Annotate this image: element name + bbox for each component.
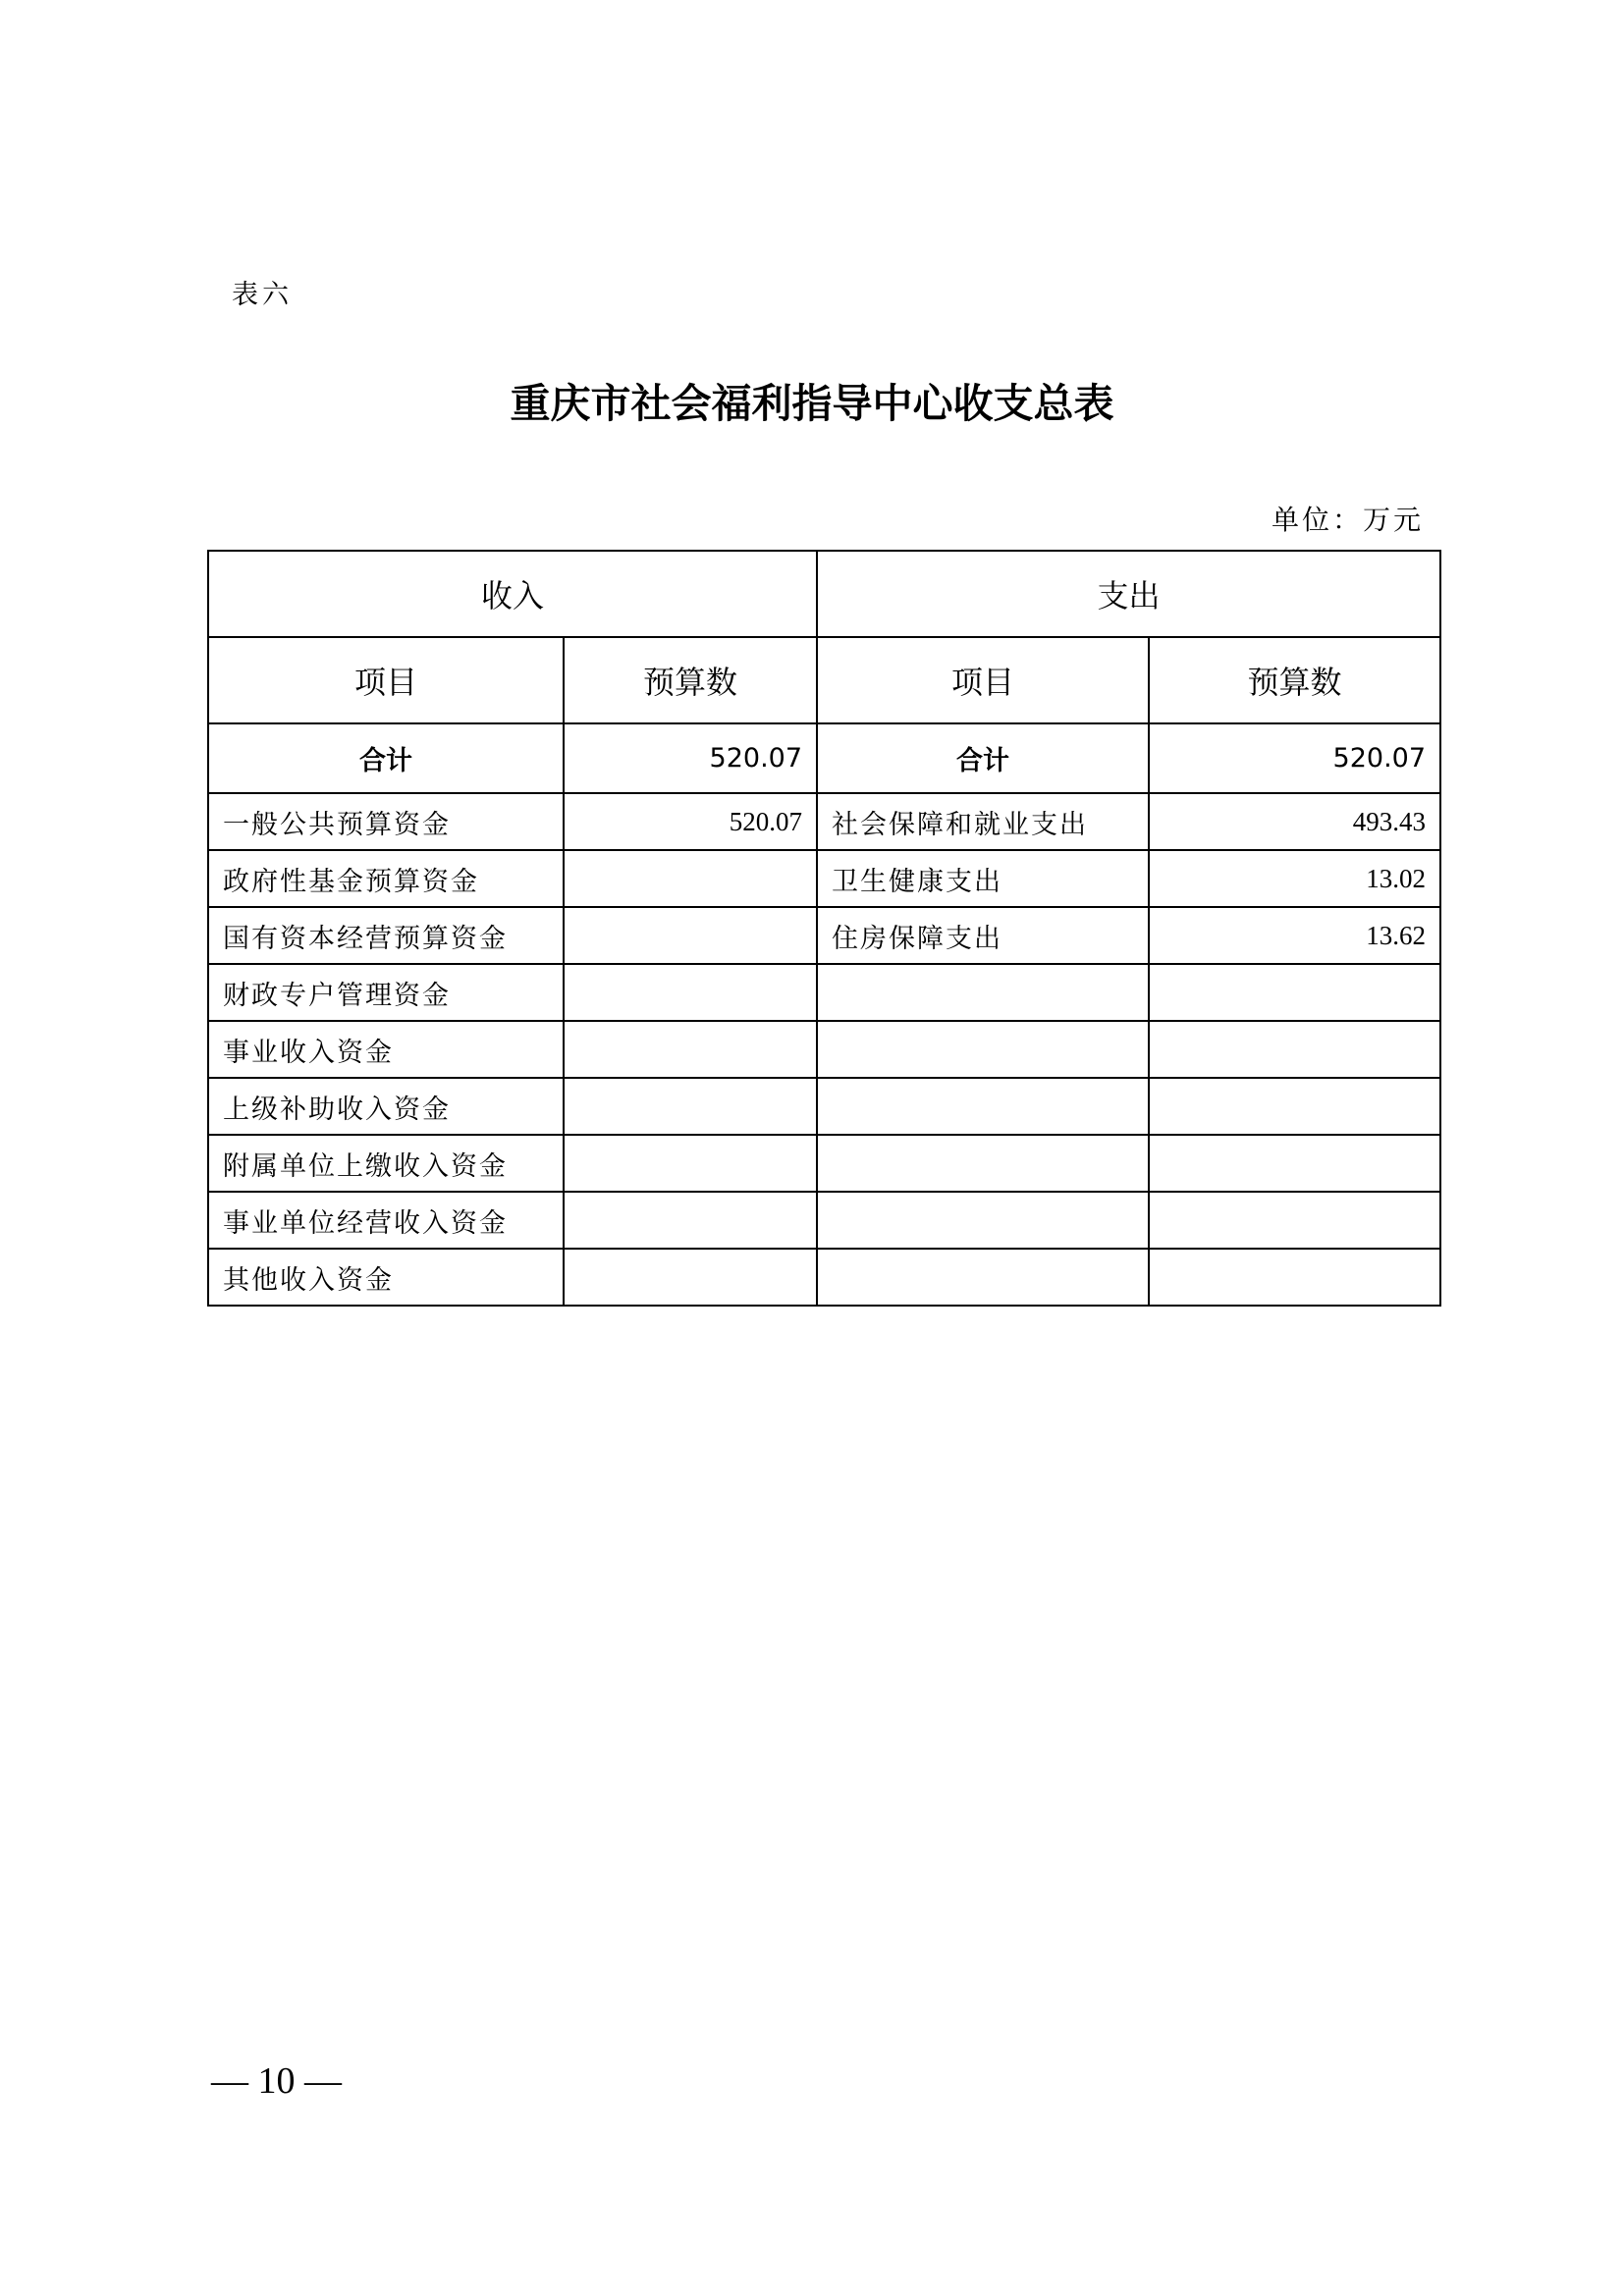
expense-total-value: 520.07 — [1149, 723, 1440, 793]
expense-item — [817, 1192, 1149, 1249]
expense-value — [1149, 1078, 1440, 1135]
income-budget-header: 预算数 — [564, 637, 817, 723]
table-row — [208, 907, 1440, 964]
page-title: 重庆市社会福利指导中心收支总表 — [510, 380, 1114, 427]
column-header-row — [208, 637, 1440, 723]
expense-item: 社会保障和就业支出 — [817, 793, 1149, 850]
expense-budget-header: 预算数 — [1149, 637, 1440, 723]
income-value — [564, 907, 817, 964]
expense-item — [817, 964, 1149, 1021]
expense-value — [1149, 1021, 1440, 1078]
income-value — [564, 1192, 817, 1249]
table-row — [208, 1078, 1440, 1135]
expense-item-header: 项目 — [817, 637, 1149, 723]
expense-item: 卫生健康支出 — [817, 850, 1149, 907]
income-value — [564, 1135, 817, 1192]
expense-item — [817, 1249, 1149, 1306]
income-item: 一般公共预算资金 — [208, 793, 564, 850]
income-total-label: 合计 — [208, 723, 564, 793]
income-item: 事业单位经营收入资金 — [208, 1192, 564, 1249]
expense-item: 住房保障支出 — [817, 907, 1149, 964]
unit-label: 单位：万元 — [1271, 504, 1424, 536]
expense-value — [1149, 1249, 1440, 1306]
income-item: 其他收入资金 — [208, 1249, 564, 1306]
income-item: 财政专户管理资金 — [208, 964, 564, 1021]
expense-value: 13.02 — [1149, 850, 1440, 907]
income-item-header: 项目 — [208, 637, 564, 723]
income-item: 政府性基金预算资金 — [208, 850, 564, 907]
income-value — [564, 1078, 817, 1135]
income-item: 附属单位上缴收入资金 — [208, 1135, 564, 1192]
table-header-row — [208, 551, 1440, 637]
expense-value: 13.62 — [1149, 907, 1440, 964]
expense-value — [1149, 1135, 1440, 1192]
expense-value: 493.43 — [1149, 793, 1440, 850]
income-value: 520.07 — [564, 793, 817, 850]
page-number: — 10 — — [211, 2060, 342, 2102]
income-item: 事业收入资金 — [208, 1021, 564, 1078]
table-row — [208, 793, 1440, 850]
income-value — [564, 1021, 817, 1078]
table-row — [208, 1192, 1440, 1249]
income-item: 上级补助收入资金 — [208, 1078, 564, 1135]
table-label: 表六 — [232, 280, 293, 310]
table-row — [208, 964, 1440, 1021]
table-row — [208, 1135, 1440, 1192]
expense-value — [1149, 1192, 1440, 1249]
expense-item — [817, 1021, 1149, 1078]
expense-item — [817, 1078, 1149, 1135]
table-row — [208, 850, 1440, 907]
income-header: 收入 — [208, 551, 817, 637]
income-total-value: 520.07 — [564, 723, 817, 793]
expense-value — [1149, 964, 1440, 1021]
income-value — [564, 1249, 817, 1306]
table-row — [208, 1249, 1440, 1306]
budget-summary-table — [207, 550, 1441, 1307]
table-row — [208, 1021, 1440, 1078]
expense-item — [817, 1135, 1149, 1192]
expense-total-label: 合计 — [817, 723, 1149, 793]
income-value — [564, 850, 817, 907]
expense-header: 支出 — [817, 551, 1440, 637]
income-item: 国有资本经营预算资金 — [208, 907, 564, 964]
income-value — [564, 964, 817, 1021]
total-row — [208, 723, 1440, 793]
